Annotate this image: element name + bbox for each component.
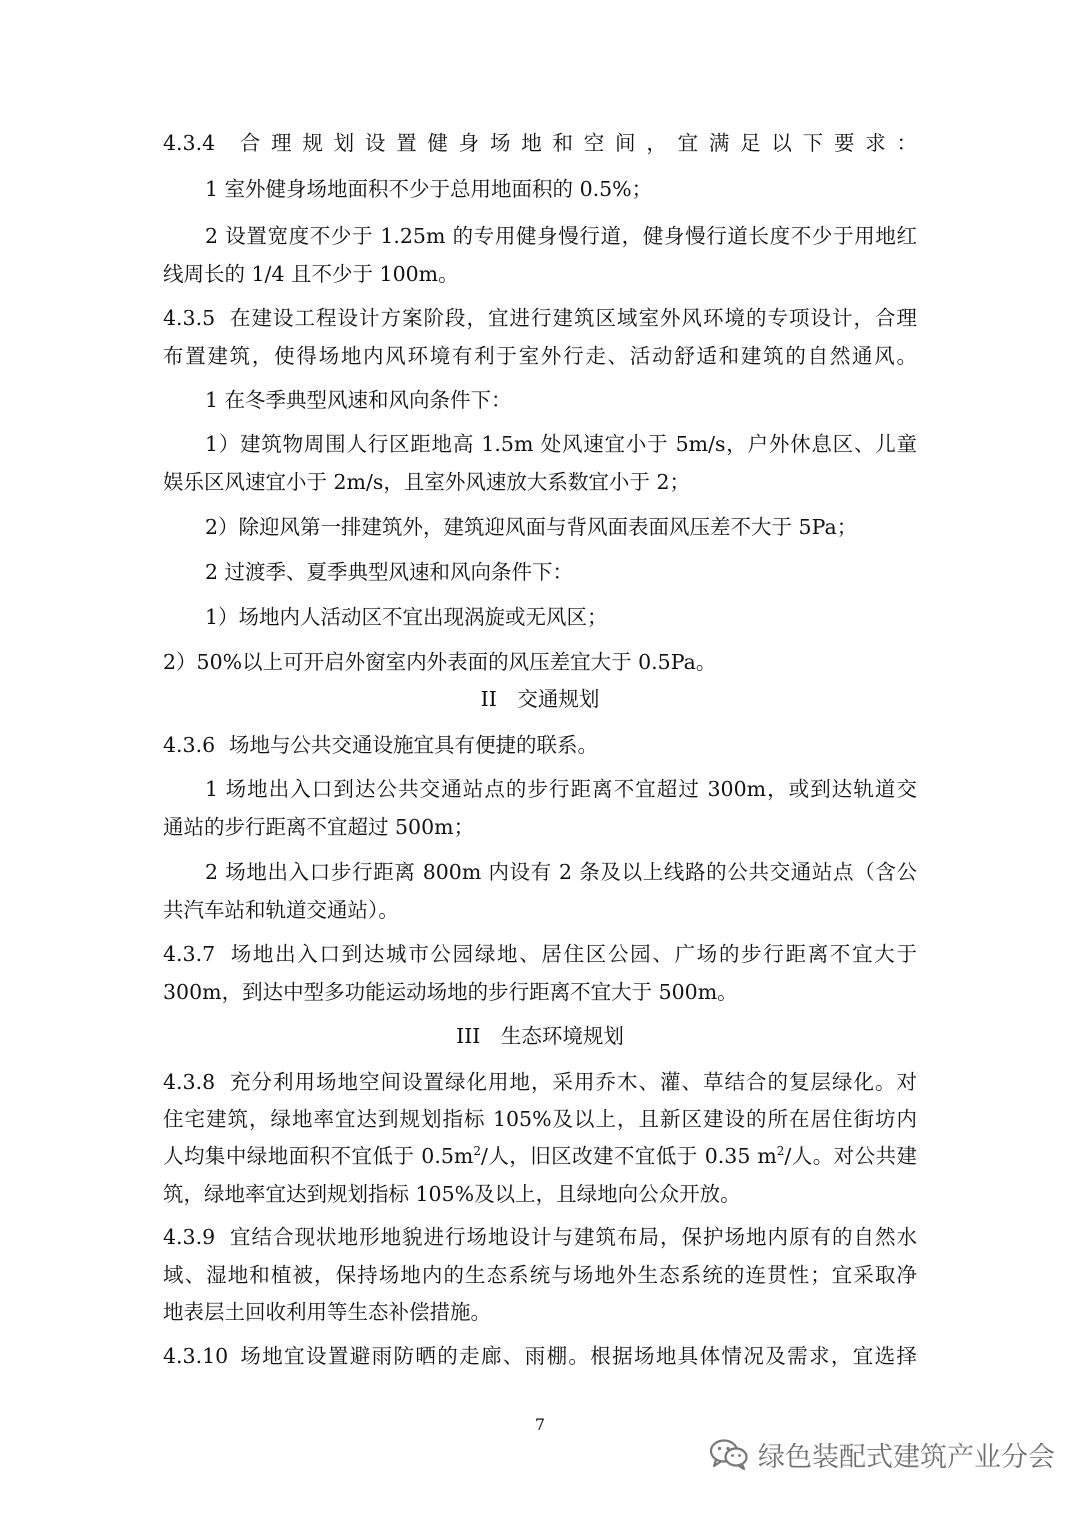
- section-heading: II 交通规划: [480, 687, 600, 711]
- watermark: [708, 1434, 1055, 1474]
- paragraph-line: 住宅建筑，绿地率宜达到规划指标 105%及以上，且新区建设的所在居住街坊内: [163, 1107, 917, 1131]
- paragraph-line: 通站的步行距离不宜超过 500m；: [163, 815, 475, 839]
- clause-4-3-10: 4.3.10 场地宜设置避雨防晒的走廊、雨棚。根据场地具体情况及需求，宜选择: [163, 1341, 917, 1371]
- list-item: 2 过渡季、夏季典型风速和风向条件下：: [205, 560, 574, 584]
- page-number: 7: [534, 1415, 546, 1434]
- clause-number: 4.3.8: [163, 1070, 216, 1094]
- clause-number: 4.3.4: [163, 131, 216, 155]
- paragraph-line: 人均集中绿地面积不宜低于 $0.5m^2/$人，旧区改建不宜低于 0.35 $m^2/$人。对公共建: [163, 1144, 917, 1168]
- paragraph-line: 娱乐区风速宜小于 2m/s，且室外风速放大系数宜小于 2；: [163, 470, 690, 494]
- list-item: 1）场地内人活动区不宜出现涡旋或无风区；: [205, 605, 608, 629]
- watermark-text: 绿色装配式建筑产业分会: [758, 1441, 1055, 1473]
- clause-4-3-4: 4.3.4 合理规划设置健身场地和空间，宜满足以下要求：: [163, 128, 917, 158]
- list-item: 2）除迎风第一排建筑外，建筑迎风面与背风面表面风压差不大于 5Pa；: [205, 515, 858, 539]
- paragraph-line: 筑，绿地率宜达到规划指标 105%及以上，且绿地向公众开放。: [163, 1182, 741, 1206]
- list-item: 1 场地出入口到达公共交通站点的步行距离不宜超过 300m，或到达轨道交: [205, 777, 917, 801]
- list-item: 2 场地出入口步行距离 800m 内设有 2 条及以上线路的公共交通站点（含公: [205, 860, 917, 884]
- list-item: 2）50%以上可开启外窗室内外表面的风压差宜大于 0.5Pa。: [163, 650, 717, 674]
- clause-number: 4.3.9: [163, 1225, 216, 1249]
- paragraph-line: 布置建筑，使得场地内风环境有利于室外行走、活动舒适和建筑的自然通风。: [163, 344, 917, 368]
- clause-number: 4.3.10: [163, 1344, 229, 1368]
- paragraph-line: 线周长的 1/4 且不少于 100m。: [163, 262, 459, 286]
- clause-4-3-8: 4.3.8 充分利用场地空间设置绿化用地，采用乔木、灌、草结合的复层绿化。对: [163, 1067, 917, 1097]
- clause-number: 4.3.6: [163, 733, 216, 757]
- section-heading: III 生态环境规划: [456, 1024, 624, 1048]
- clause-number: 4.3.5: [163, 306, 216, 330]
- paragraph-line: 共汽车站和轨道交通站）。: [163, 898, 399, 922]
- paragraph-line: 地表层土回收利用等生态补偿措施。: [163, 1300, 491, 1324]
- paragraph-line: 域、湿地和植被，保持场地内的生态系统与场地外生态系统的连贯性；宜采取净: [163, 1263, 917, 1287]
- clause-4-3-7: 4.3.7 场地出入口到达城市公园绿地、居住区公园、广场的步行距离不宜大于: [163, 939, 917, 969]
- list-item: 1）建筑物周围人行区距地高 1.5m 处风速宜小于 5m/s，户外休息区、儿童: [205, 432, 917, 456]
- list-item: 2 设置宽度不少于 1.25m 的专用健身慢行道，健身慢行道长度不少于用地红: [205, 224, 917, 248]
- clause-4-3-5: 4.3.5 在建设工程设计方案阶段，宜进行建筑区域室外风环境的专项设计，合理: [163, 303, 917, 333]
- paragraph-line: 300m，到达中型多功能运动场地的步行距离不宜大于 500m。: [163, 980, 738, 1004]
- clause-4-3-9: 4.3.9 宜结合现状地形地貌进行场地设计与建筑布局，保护场地内原有的自然水: [163, 1222, 917, 1252]
- clause-4-3-6: 4.3.6 场地与公共交通设施宜具有便捷的联系。: [163, 730, 917, 760]
- list-item: 1 在冬季典型风速和风向条件下：: [205, 388, 512, 412]
- wechat-icon: [708, 1437, 750, 1471]
- list-item: 1 室外健身场地面积不少于总用地面积的 0.5%；: [205, 177, 653, 201]
- clause-number: 4.3.7: [163, 942, 216, 966]
